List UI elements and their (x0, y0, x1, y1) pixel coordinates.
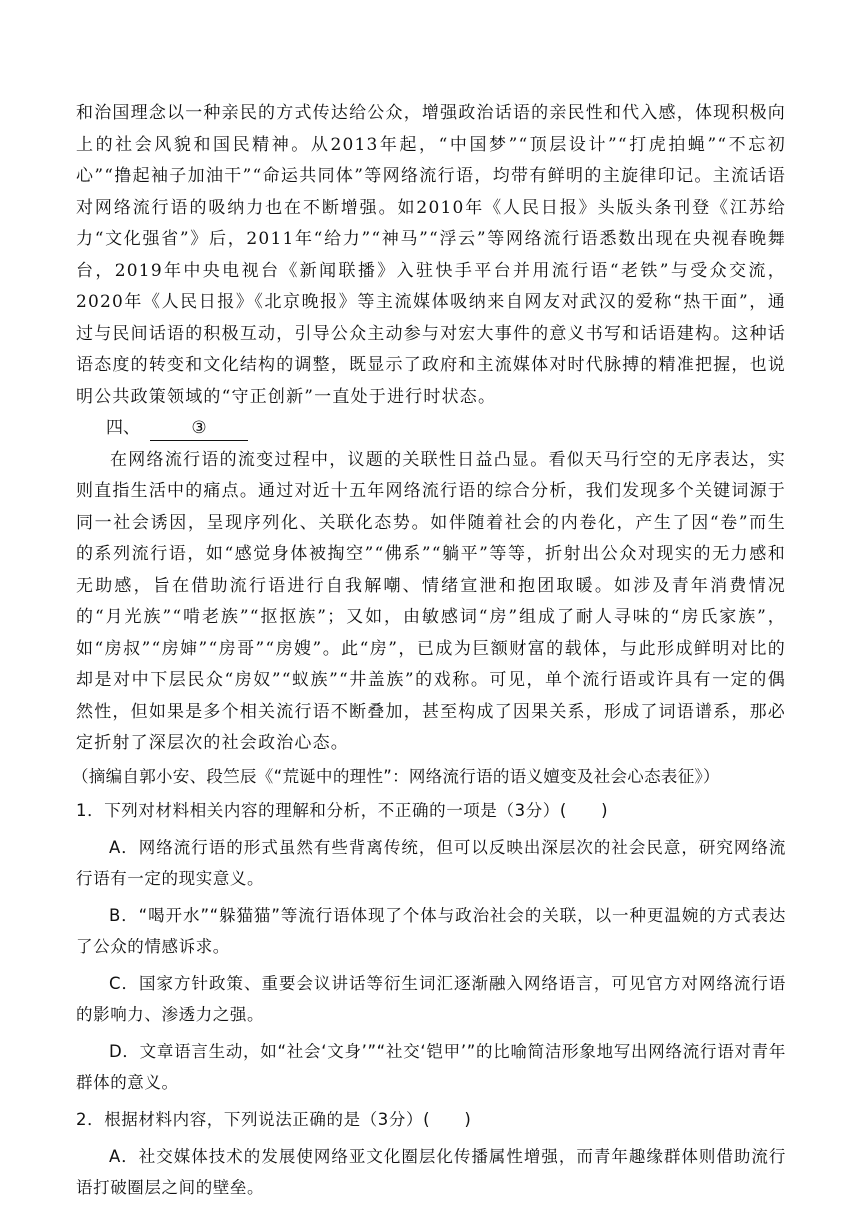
question-2 (76, 1104, 786, 1203)
question-1-option-d: D．文章语言生动，如“社会‘文身’”“社交‘铠甲’”的比喻简洁形象地写出网络流行语对青年群体的意义。 (76, 1041, 786, 1092)
section4-paragraph: 在网络流行语的流变过程中，议题的关联性日益凸显。看似天马行空的无序表达，实则直指生活中的痛点。通过对近十五年网络流行语的综合分析，我们发现多个关键词源于同一社会诱因，呈现序列化、关联化态势。如伴随着社会的内卷化，产生了因“卷”而生的系列流行语，如“感觉身体被掏空”“佛系”“躺平”等等，折射出公众对现实的无力感和无助感，旨在借助流行语进行自我解嘲、情绪宣泄和抱团取暖。如涉及青年消费情况的“月光族”“啃老族”“抠抠族”；又如，由敏感词“房”组成了耐人寻味的“房氏家族”，如“房叔”“房婶”“房哥”“房嫂”。此“房”，已成为巨额财富的载体，与此形成鲜明对比的却是对中下层民众“房奴”“蚁族”“井盖族”的戏称。可见，单个流行语或许具有一定的偶然性，但如果是多个相关流行语不断叠加，甚至构成了因果关系，形成了词语谱系，那必定折射了深层次的社会政治心态。 (76, 449, 786, 753)
section3-paragraph: 和治国理念以一种亲民的方式传达给公众，增强政治话语的亲民性和代入感，体现积极向上的社会风貌和国民精神。从2013年起，“中国梦”“顶层设计”“打虎拍蝇”“不忘初心”“撸起袖子加油干”“命运共同体”等网络流行语，均带有鲜明的主旋律印记。主流话语对网络流行语的吸纳力也在不断增强。如2010年《人民日报》头版头条刊登《江苏给力“文化强省”》后，2011年“给力”“神马”“浮云”等网络流行语悉数出现在央视春晚舞台，2019年中央电视台《新闻联播》入驻快手平台并用流行语“老铁”与受众交流，2020年《人民日报》《北京晚报》等主流媒体吸纳来自网友对武汉的爱称“热干面”，通过与民间话语的积极互动，引导公众主动参与对宏大事件的意义书写和话语建构。这种话语态度的转变和文化结构的调整，既显示了政府和主流媒体对时代脉搏的精准把握，也说明公共政策领域的“守正创新”一直处于进行时状态。 (76, 103, 786, 407)
question-1-option-b: B．“喝开水”“躲猫猫”等流行语体现了个体与政治社会的关联，以一种更温婉的方式表达了公众的情感诉求。 (76, 905, 786, 956)
question-1-stem: 1．下列对材料相关内容的理解和分析，不正确的一项是（3分）( ) (76, 800, 609, 820)
question-2-stem: 2．根据材料内容，下列说法正确的是（3分）( ) (76, 1109, 472, 1129)
section4-heading (76, 413, 786, 445)
question-1-option-a: A．网络流行语的形式虽然有些背离传统，但可以反映出深层次的社会民意，研究网络流行语有一定的现实意义。 (76, 837, 786, 888)
source-citation: （摘编自郭小安、段竺辰《“荒诞中的理性”：网络流行语的语义嬗变及社会心态表征》） (72, 766, 720, 786)
section4-number: 四、 (106, 418, 140, 438)
question-2-option-a: A．社交媒体技术的发展使网络亚文化圈层化传播属性增强，而青年趣缘群体则借助流行语打破圈层之间的壁垒。 (76, 1146, 786, 1197)
question-1 (76, 795, 786, 1098)
fill-blank-3: ③ (150, 416, 248, 441)
question-1-option-c: C．国家方针政策、重要会议讲话等衍生词汇逐渐融入网络语言，可见官方对网络流行语的影响力、渗透力之强。 (76, 973, 786, 1024)
exam-page (72, 98, 786, 1203)
